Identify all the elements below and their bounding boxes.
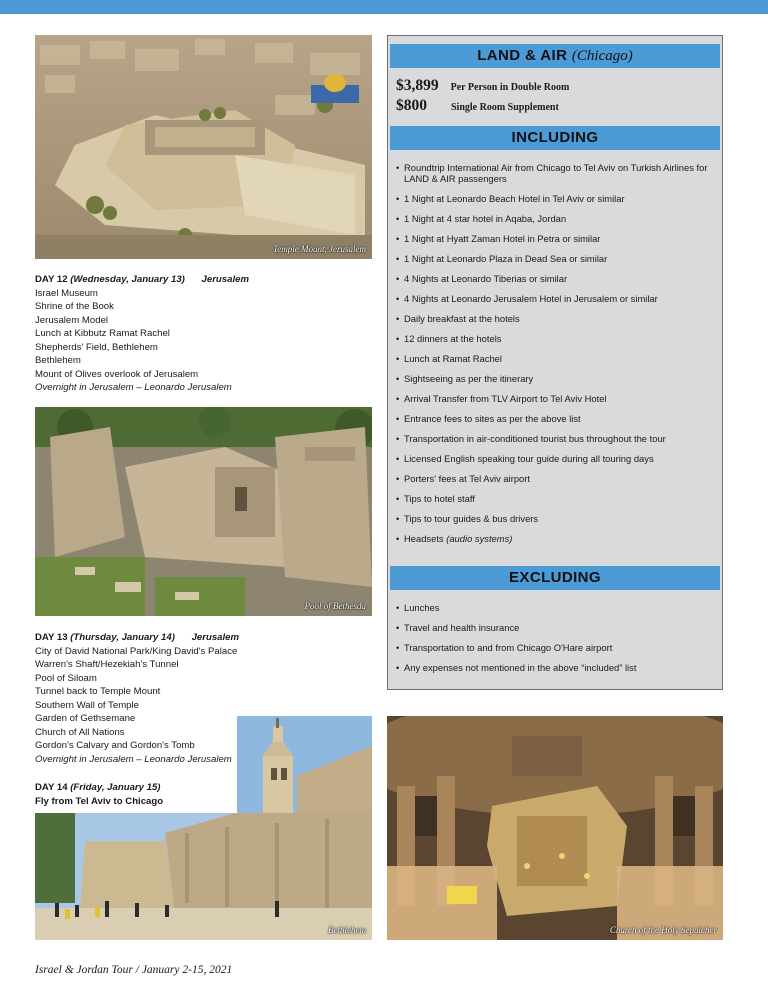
price-description: Per Person in Double Room bbox=[450, 82, 570, 93]
pricing-panel bbox=[387, 35, 723, 690]
bethesda-caption: Pool of Bethesda bbox=[304, 601, 366, 611]
list-item: • Daily breakfast at the hotels bbox=[396, 313, 716, 324]
headsets-label: Headsets bbox=[404, 533, 444, 544]
list-item: • 12 dinners at the hotels bbox=[396, 333, 716, 344]
temple-mount-photo bbox=[35, 35, 372, 259]
list-item: • Travel and health insurance bbox=[396, 622, 716, 633]
list-item: • Roundtrip International Air from Chicago to Tel Aviv on Turkish Airlines for LAND & AIR passengers bbox=[396, 162, 716, 184]
page-footer: Israel & Jordan Tour / January 2-15, 2021 bbox=[35, 964, 233, 976]
headsets-note: (audio systems) bbox=[446, 533, 513, 544]
including-header: INCLUDING bbox=[390, 126, 720, 150]
temple-mount-caption: Temple Mount, Jerusalem bbox=[273, 244, 366, 254]
itinerary-item: Bethlehem bbox=[35, 355, 81, 366]
day-13-title bbox=[35, 631, 239, 645]
itinerary-item: Gordon's Calvary and Gordon's Tomb bbox=[35, 740, 195, 751]
list-item: • Entrance fees to sites as per the above list bbox=[396, 413, 716, 424]
day-12-label: DAY 12 bbox=[35, 274, 68, 285]
list-item: • Tips to tour guides & bus drivers bbox=[396, 513, 716, 524]
itinerary-item: Mount of Olives overlook of Jerusalem bbox=[35, 368, 199, 380]
excluding-list bbox=[396, 602, 716, 682]
list-item: • Porters' fees at Tel Aviv airport bbox=[396, 473, 716, 484]
list-item: • Licensed English speaking tour guide during all touring days bbox=[396, 453, 716, 464]
itinerary-item: Warren's Shaft/Hezekiah's Tunnel bbox=[35, 659, 179, 670]
list-item-headsets bbox=[396, 533, 716, 544]
itinerary-item: Shepherds' Field, Bethlehem bbox=[35, 341, 158, 353]
day-13-overnight: Overnight in Jerusalem – Leonardo Jerusalem bbox=[35, 753, 232, 765]
price-row bbox=[396, 77, 569, 95]
list-item: • 4 Nights at Leonardo Jerusalem Hotel in Jerusalem or similar bbox=[396, 293, 716, 304]
list-item: • 1 Night at 4 star hotel in Aqaba, Jordan bbox=[396, 213, 716, 224]
bethlehem-photo bbox=[35, 813, 372, 940]
list-item: • Transportation in air-conditioned tourist bus throughout the tour bbox=[396, 433, 716, 444]
list-item: • 1 Night at Leonardo Beach Hotel in Tel Aviv or similar bbox=[396, 193, 716, 204]
list-item: • 1 Night at Leonardo Plaza in Dead Sea or similar bbox=[396, 253, 716, 264]
including-list bbox=[396, 162, 716, 553]
price-amount: $3,899 bbox=[396, 77, 439, 94]
land-air-header bbox=[390, 44, 720, 68]
bethlehem-photo-top bbox=[237, 716, 372, 813]
top-color-bar bbox=[0, 0, 768, 14]
supplement-description: Single Room Supplement bbox=[451, 102, 559, 113]
day-13-date: (Thursday, January 14) bbox=[70, 632, 175, 643]
itinerary-item: City of David National Park/King David's Palace bbox=[35, 645, 238, 657]
list-item: • Lunches bbox=[396, 602, 716, 613]
bethlehem-caption: Bethlehem bbox=[328, 925, 366, 935]
day-14-date: (Friday, January 15) bbox=[70, 782, 161, 793]
itinerary-item: Israel Museum bbox=[35, 287, 98, 299]
itinerary-item: Southern Wall of Temple bbox=[35, 699, 139, 711]
supplement-row bbox=[396, 97, 559, 115]
list-item: • Any expenses not mentioned in the above “included” list bbox=[396, 662, 716, 673]
supplement-amount: $800 bbox=[396, 97, 427, 114]
day-12-city: Jerusalem bbox=[201, 274, 249, 285]
day-12-block bbox=[35, 273, 249, 395]
itinerary-item: Jerusalem Model bbox=[35, 314, 109, 326]
itinerary-item: Shrine of the Book bbox=[35, 301, 114, 312]
list-item: • Sightseeing as per the itinerary bbox=[396, 373, 716, 384]
itinerary-item: Tunnel back to Temple Mount bbox=[35, 686, 161, 697]
day-13-city: Jerusalem bbox=[191, 632, 240, 643]
list-item: • Tips to hotel staff bbox=[396, 493, 716, 504]
bethesda-photo bbox=[35, 407, 372, 616]
land-air-title: LAND & AIR bbox=[477, 47, 568, 64]
sepulcher-photo bbox=[387, 716, 723, 940]
list-item: • Transportation to and from Chicago O'Hare airport bbox=[396, 642, 716, 653]
day-12-date: (Wednesday, January 13) bbox=[70, 274, 185, 285]
day-13-label: DAY 13 bbox=[35, 632, 68, 643]
land-air-city: (Chicago) bbox=[571, 48, 633, 64]
itinerary-item: Garden of Gethsemane bbox=[35, 713, 136, 724]
list-item: • 1 Night at Hyatt Zaman Hotel in Petra or similar bbox=[396, 233, 716, 244]
list-item: • 4 Nights at Leonardo Tiberias or similar bbox=[396, 273, 716, 284]
itinerary-item: Pool of Siloam bbox=[35, 672, 97, 684]
day-14-label: DAY 14 bbox=[35, 782, 68, 793]
day-12-overnight: Overnight in Jerusalem – Leonardo Jerusalem bbox=[35, 382, 232, 393]
sepulcher-caption: Church of the Holy Sepulcher bbox=[609, 925, 717, 935]
excluding-header: EXCLUDING bbox=[390, 566, 720, 590]
list-item: • Arrival Transfer from TLV Airport to Tel Aviv Hotel bbox=[396, 393, 716, 404]
list-item: • Lunch at Ramat Rachel bbox=[396, 353, 716, 364]
day-13-block bbox=[35, 631, 239, 766]
itinerary-item: Lunch at Kibbutz Ramat Rachel bbox=[35, 328, 170, 339]
day-14-title bbox=[35, 781, 163, 795]
day-12-title bbox=[35, 273, 249, 287]
day-14-block bbox=[35, 781, 163, 808]
day-14-flight: Fly from Tel Aviv to Chicago bbox=[35, 795, 164, 807]
itinerary-item: Church of All Nations bbox=[35, 726, 125, 738]
